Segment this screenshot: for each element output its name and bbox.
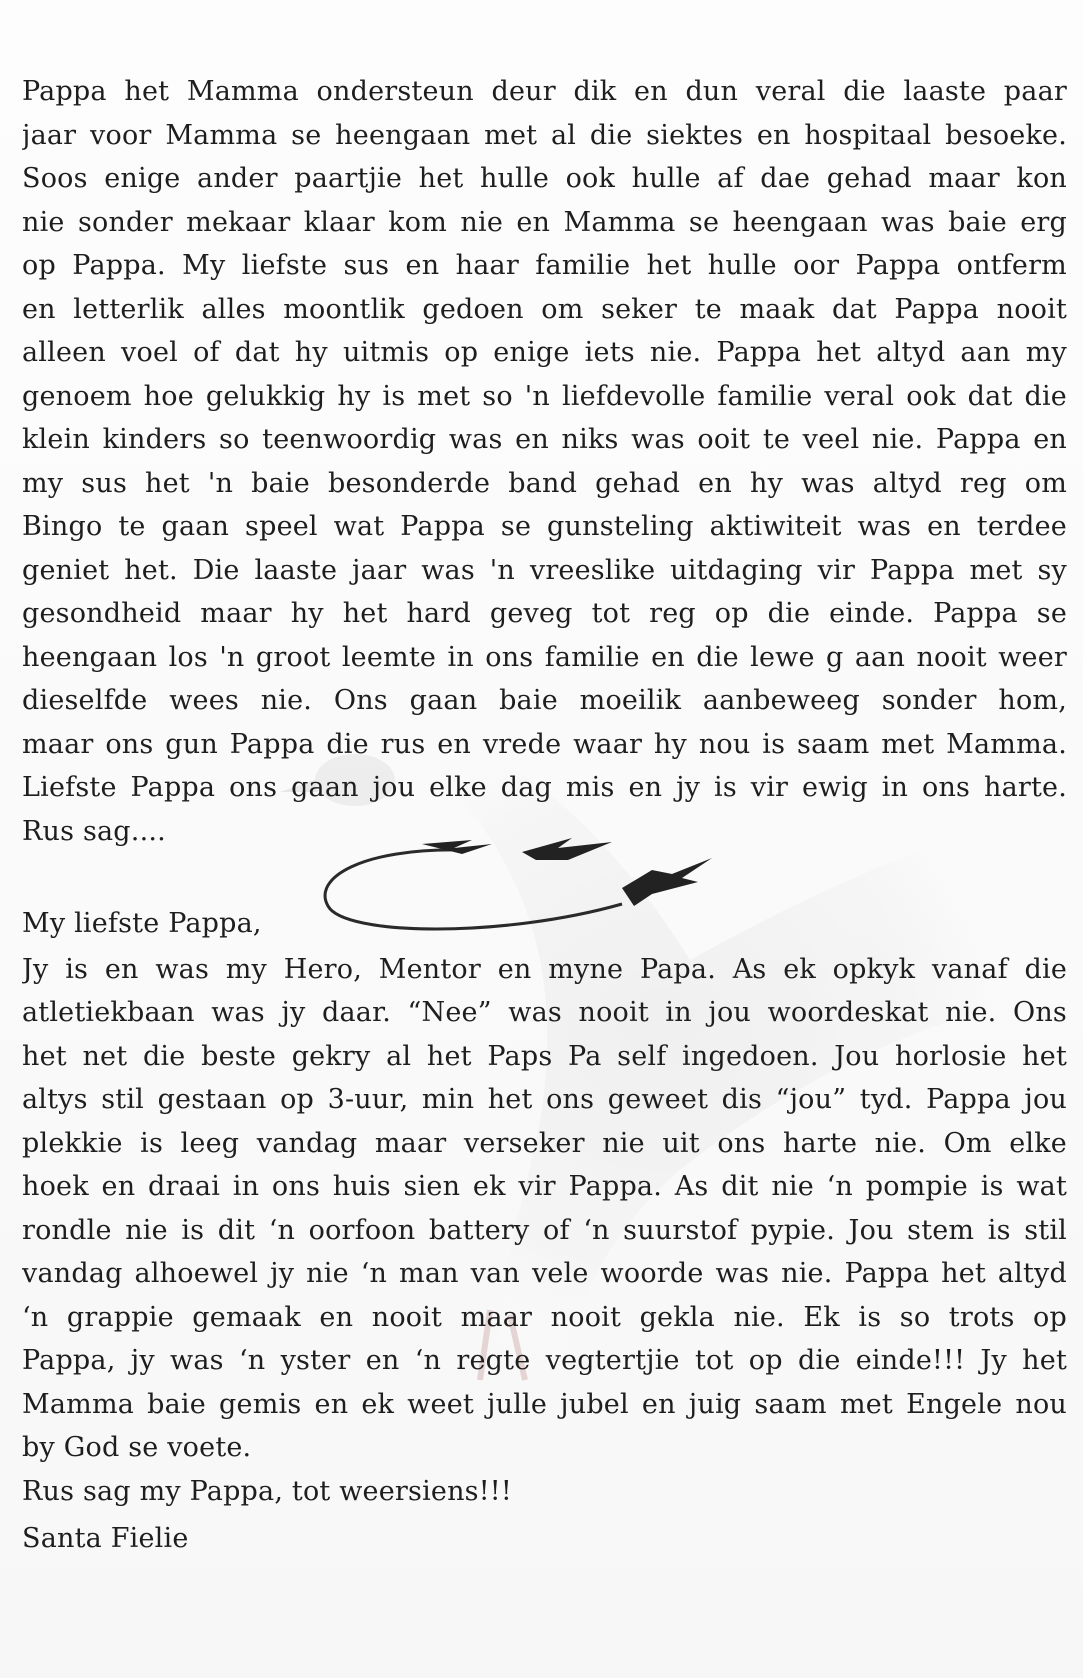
tribute-line: Rus sag.... (22, 815, 166, 847)
letter-line: plekkie is leeg vandag maar verseker nie uit ons harte nie. Om elke (22, 1127, 1067, 1159)
tribute-line: geniet het. Die laaste jaar was 'n vreeslike uitdaging vir Pappa met sy (22, 554, 1067, 586)
tribute-line: alleen voel of dat hy uitmis op enige iets nie. Pappa het altyd aan my (22, 337, 1067, 368)
tribute-line: heengaan los 'n groot leemte in ons familie en die lewe g aan nooit weer (22, 641, 1067, 673)
tribute-line: Pappa het Mamma ondersteun deur dik en dun veral die laaste paar (22, 76, 1067, 107)
tribute-line: maar ons gun Pappa die rus en vrede waar hy nou is saam met Mamma. (22, 728, 1067, 760)
letter-line: het net die beste gekry al het Paps Pa self ingedoen. Jou horlosie het (22, 1040, 1067, 1072)
letter-line: rondle nie is dit ‘n oorfoon battery of ‘n suurstof pypie. Jou stem is stil (22, 1214, 1067, 1246)
tribute-line: Soos enige ander paartjie het hulle ook hulle af dae gehad maar kon (22, 163, 1067, 194)
letter-line: hoek en draai in ons huis sien ek vir Pappa. As dit nie ‘n pompie is wat (22, 1171, 1067, 1202)
tribute-line: jaar voor Mamma se heengaan met al die siektes en hospitaal besoeke. (22, 119, 1067, 151)
letter-paragraph (22, 902, 1067, 1561)
letter-line: Mamma baie gemis en ek weet julle jubel en juig saam met Engele nou (22, 1388, 1067, 1420)
tribute-line: gesondheid maar hy het hard geveg tot reg op die einde. Pappa se (22, 598, 1067, 629)
tribute-line: genoem hoe gelukkig hy is met so 'n liefdevolle familie veral ook dat die (22, 380, 1067, 412)
letter-line: atletiekbaan was jy daar. “Nee” was nooit in jou woordeskat nie. Ons (22, 997, 1067, 1028)
letter-line: Pappa, jy was ‘n yster en ‘n regte vegtertjie tot op die einde!!! Jy het (22, 1345, 1067, 1376)
tribute-line: dieselfde wees nie. Ons gaan baie moeilik aanbeweeg sonder hom, (22, 685, 1067, 716)
letter-signature: Santa Fielie (22, 1523, 189, 1554)
letter-salutation: My liefste Pappa, (22, 908, 262, 939)
letter-line: altys stil gestaan op 3-uur, min het ons geweet dis “jou” tyd. Pappa jou (22, 1084, 1067, 1115)
tribute-line: Liefste Pappa ons gaan jou elke dag mis en jy is vir ewig in ons harte. (22, 772, 1067, 803)
letter-line: vandag alhoewel jy nie ‘n man van vele woorde was nie. Pappa het altyd (22, 1258, 1067, 1289)
tribute-line: op Pappa. My liefste sus en haar familie het hulle oor Pappa ontferm (22, 250, 1067, 281)
tribute-line: en letterlik alles moontlik gedoen om seker te maak dat Pappa nooit (22, 293, 1067, 325)
letter-line: Rus sag my Pappa, tot weersiens!!! (22, 1475, 512, 1507)
tribute-line: klein kinders so teenwoordig was en niks was ooit te veel nie. Pappa en (22, 424, 1067, 455)
letter-line: by God se voete. (22, 1432, 252, 1463)
tribute-paragraph (22, 70, 1067, 853)
letter-line: Jy is en was my Hero, Mentor en myne Papa. As ek opkyk vanaf die (22, 953, 1067, 985)
tribute-line: nie sonder mekaar klaar kom nie en Mamma se heengaan was baie erg (22, 206, 1067, 238)
letter-line: ‘n grappie gemaak en nooit maar nooit gekla nie. Ek is so trots op (22, 1301, 1067, 1333)
tribute-line: my sus het 'n baie besonderde band gehad en hy was altyd reg om (22, 467, 1067, 499)
tribute-line: Bingo te gaan speel wat Pappa se gunsteling aktiwiteit was en terdee (22, 511, 1067, 542)
